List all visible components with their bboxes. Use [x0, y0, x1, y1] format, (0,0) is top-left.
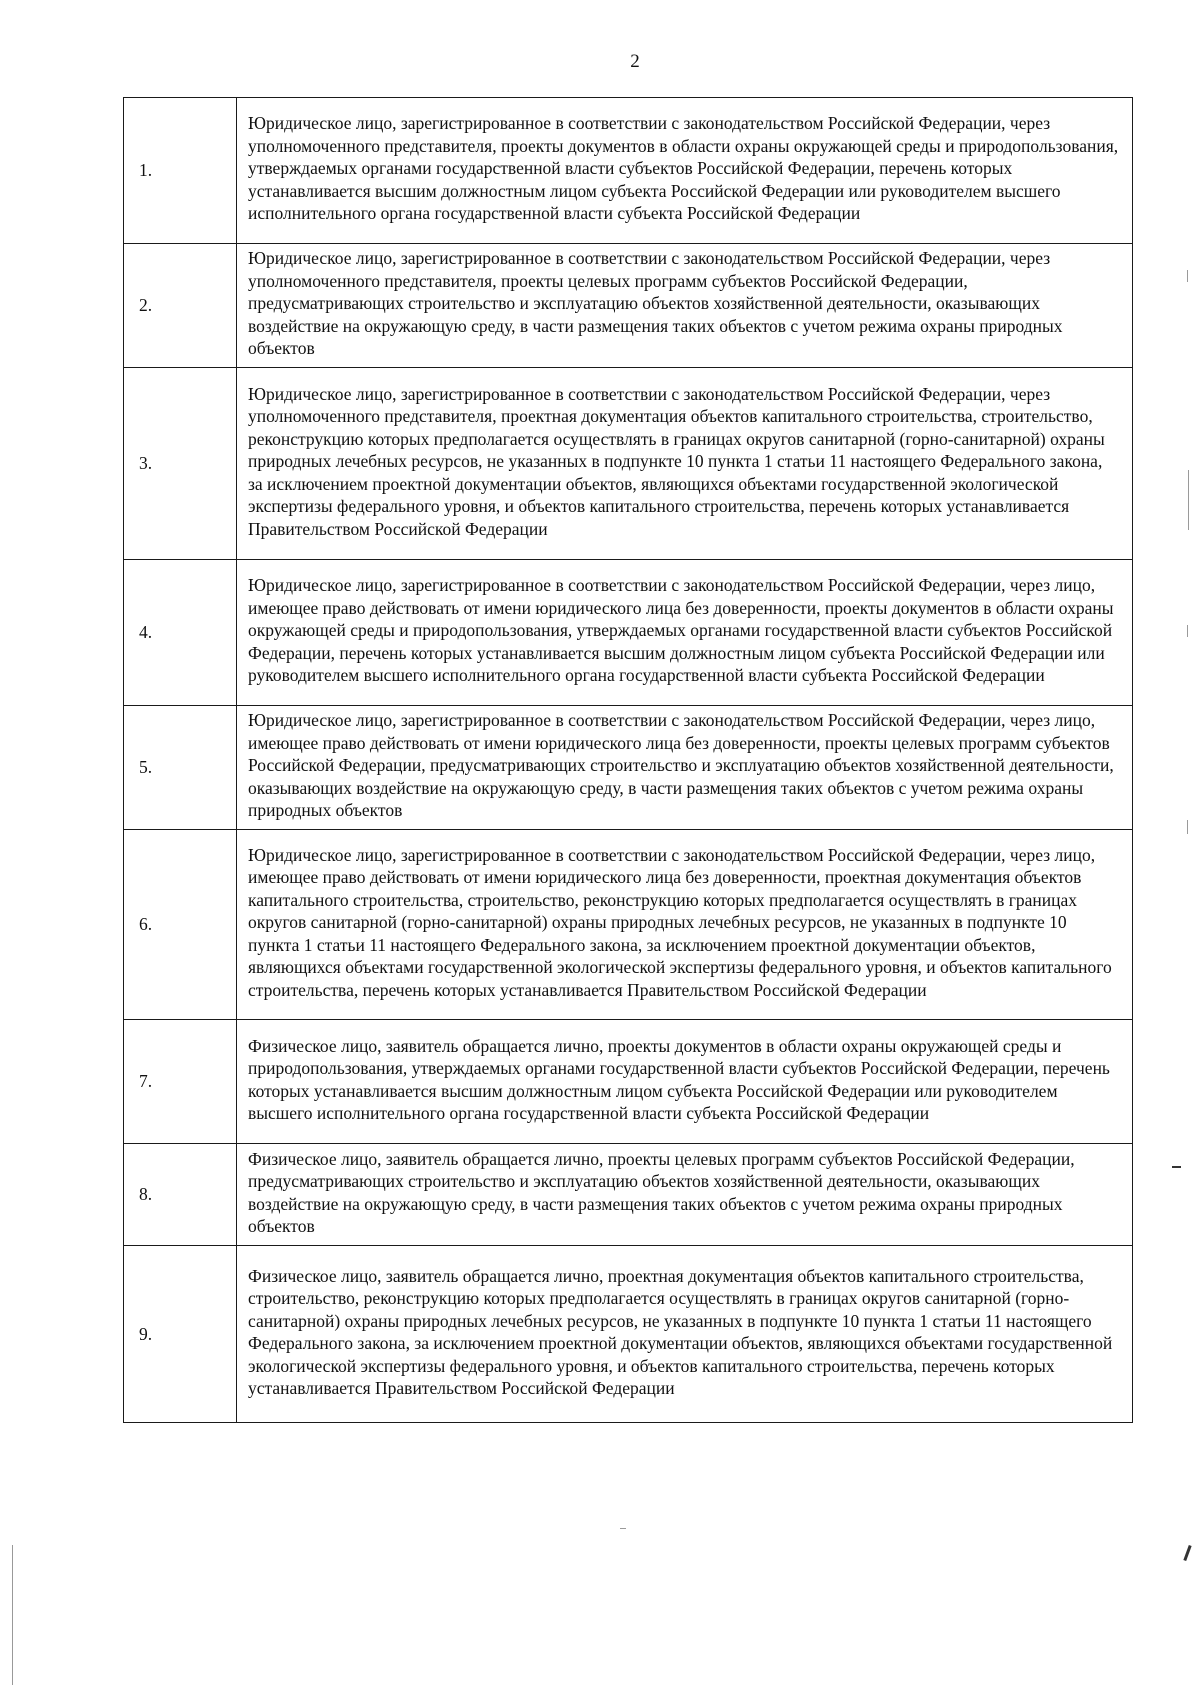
scan-artifact	[620, 1528, 626, 1529]
row-number: 4.	[124, 560, 237, 706]
row-text: Юридическое лицо, зарегистрированное в соответствии с законодательством Российской Федерации, через уполномоченного представителя, проекты целевых программ субъектов Российской Федерации, предусматривающих строительство и эксплуатацию объектов хозяйственной деятельности, оказывающих воздействие на окружающую среду, в части размещения таких объектов с учетом режима охраны природных объектов	[237, 244, 1133, 368]
page-number: 2	[630, 51, 640, 72]
row-number: 2.	[124, 244, 237, 368]
scan-artifact	[1187, 820, 1188, 834]
row-text: Юридическое лицо, зарегистрированное в соответствии с законодательством Российской Федерации, через лицо, имеющее право действовать от имени юридического лица без доверенности, проекты целевых программ субъектов Российской Федерации, предусматривающих строительство и эксплуатацию объектов хозяйственной деятельности, оказывающих воздействие на окружающую среду, в части размещения таких объектов с учетом режима охраны природных объектов	[237, 706, 1133, 830]
row-number: 9.	[124, 1246, 237, 1423]
row-text: Физическое лицо, заявитель обращается лично, проекты целевых программ субъектов Российской Федерации, предусматривающих строительство и эксплуатацию объектов хозяйственной деятельности, оказывающих воздействие на окружающую среду, в части размещения таких объектов с учетом режима охраны природных объектов	[237, 1144, 1133, 1246]
row-number: 3.	[124, 368, 237, 560]
table-row	[124, 830, 1133, 1020]
row-text: Юридическое лицо, зарегистрированное в соответствии с законодательством Российской Федерации, через лицо, имеющее право действовать от имени юридического лица без доверенности, проекты документов в области охраны окружающей среды и природопользования, утверждаемых органами государственной власти субъектов Российской Федерации, перечень которых устанавливается высшим должностным лицом субъекта Российской Федерации или руководителем высшего исполнительного органа государственной власти субъекта Российской Федерации	[237, 560, 1133, 706]
row-number: 5.	[124, 706, 237, 830]
document-table	[123, 97, 1133, 1423]
scan-edge	[12, 1545, 13, 1685]
scan-artifact	[1188, 470, 1189, 530]
table-row	[124, 98, 1133, 244]
scan-artifact	[1187, 270, 1188, 282]
row-number: 1.	[124, 98, 237, 244]
table-row	[124, 560, 1133, 706]
table-row	[124, 706, 1133, 830]
table-row	[124, 368, 1133, 560]
row-text: Физическое лицо, заявитель обращается лично, проекты документов в области охраны окружающей среды и природопользования, утверждаемых органами государственной власти субъектов Российской Федерации, перечень которых устанавливается высшим должностным лицом субъекта Российской Федерации или руководителем высшего исполнительного органа государственной власти субъекта Российской Федерации	[237, 1020, 1133, 1144]
scan-artifact	[1187, 625, 1188, 637]
row-text: Юридическое лицо, зарегистрированное в соответствии с законодательством Российской Федерации, через уполномоченного представителя, проекты документов в области охраны окружающей среды и природопользования, утверждаемых органами государственной власти субъектов Российской Федерации, перечень которых устанавливается высшим должностным лицом субъекта Российской Федерации или руководителем высшего исполнительного органа государственной власти субъекта Российской Федерации	[237, 98, 1133, 244]
row-number: 7.	[124, 1020, 237, 1144]
scan-artifact	[1172, 1166, 1181, 1168]
row-text: Физическое лицо, заявитель обращается лично, проектная документация объектов капитального строительства, строительство, реконструкцию которых предполагается осуществлять в границах округов санитарной (горно-санитарной) охраны природных лечебных ресурсов, не указанных в подпункте 10 пункта 1 статьи 11 настоящего Федерального закона, за исключением проектной документации объектов, являющихся объектами государственной экологической экспертизы федерального уровня, и объектов капитального строительства, перечень которых устанавливается Правительством Российской Федерации	[237, 1246, 1133, 1423]
table-row	[124, 1020, 1133, 1144]
row-text: Юридическое лицо, зарегистрированное в соответствии с законодательством Российской Федерации, через уполномоченного представителя, проектная документация объектов капитального строительства, строительство, реконструкцию которых предполагается осуществлять в границах округов санитарной (горно-санитарной) охраны природных лечебных ресурсов, не указанных в подпункте 10 пункта 1 статьи 11 настоящего Федерального закона, за исключением проектной документации объектов, являющихся объектами государственной экологической экспертизы федерального уровня, и объектов капитального строительства, перечень которых устанавливается Правительством Российской Федерации	[237, 368, 1133, 560]
row-number: 6.	[124, 830, 237, 1020]
table-row	[124, 244, 1133, 368]
table-row	[124, 1246, 1133, 1423]
scan-artifact	[1183, 1545, 1191, 1561]
row-text: Юридическое лицо, зарегистрированное в соответствии с законодательством Российской Федерации, через лицо, имеющее право действовать от имени юридического лица без доверенности, проектная документация объектов капитального строительства, строительство, реконструкцию которых предполагается осуществлять в границах округов санитарной (горно-санитарной) охраны природных лечебных ресурсов, не указанных в подпункте 10 пункта 1 статьи 11 настоящего Федерального закона, за исключением проектной документации объектов, являющихся объектами государственной экологической экспертизы федерального уровня, и объектов капитального строительства, перечень которых устанавливается Правительством Российской Федерации	[237, 830, 1133, 1020]
table-row	[124, 1144, 1133, 1246]
row-number: 8.	[124, 1144, 237, 1246]
